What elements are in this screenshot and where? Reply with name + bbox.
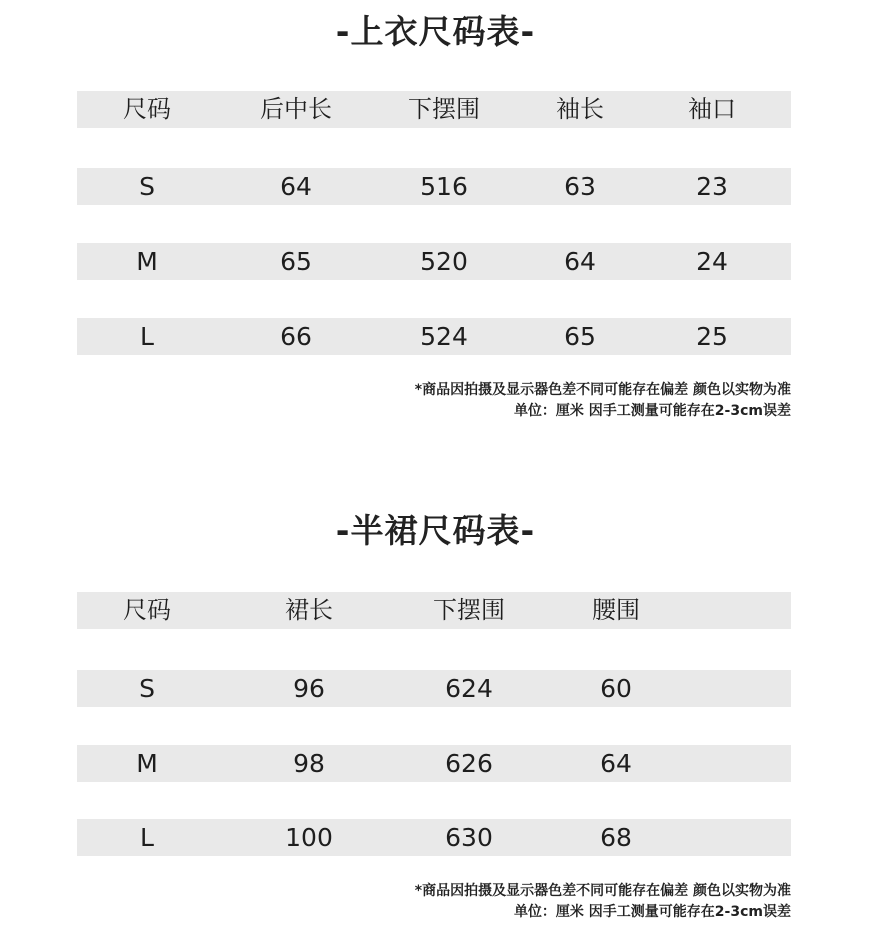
table-row (77, 670, 791, 707)
table-cell: 23 (696, 172, 728, 201)
table-cell: S (139, 674, 155, 703)
table-row (77, 168, 791, 205)
table-cell: 25 (696, 322, 728, 351)
top-table-title: -上衣尺码表- (335, 12, 536, 51)
table-cell: 626 (445, 749, 493, 778)
table-cell: M (136, 247, 158, 276)
table-cell: 66 (280, 322, 312, 351)
header-cell-hem: 下摆围 (433, 596, 505, 624)
table-cell: 24 (696, 247, 728, 276)
table-row (77, 745, 791, 782)
table-cell: 65 (280, 247, 312, 276)
table-cell: M (136, 749, 158, 778)
table-cell: 64 (564, 247, 596, 276)
table-row (77, 819, 791, 856)
table-cell: S (139, 172, 155, 201)
header-cell-size: 尺码 (123, 95, 171, 123)
header-cell-skirt-length: 裙长 (285, 596, 333, 624)
table-cell: 630 (445, 823, 493, 852)
table-cell: 68 (600, 823, 632, 852)
skirt-table-header-row (77, 592, 791, 629)
table-row (77, 243, 791, 280)
table-cell: 624 (445, 674, 493, 703)
header-cell-waist: 腰围 (592, 596, 640, 624)
skirt-table-note (415, 881, 791, 923)
note-line-color: *商品因拍摄及显示器色差不同可能存在偏差 颜色以实物为准 (414, 382, 791, 398)
note-line-color: *商品因拍摄及显示器色差不同可能存在偏差 颜色以实物为准 (414, 883, 791, 899)
table-cell: 64 (280, 172, 312, 201)
header-cell-cuff: 袖口 (688, 95, 736, 123)
table-cell: 96 (293, 674, 325, 703)
table-cell: L (140, 823, 154, 852)
note-line-unit: 单位：厘米 因手工测量可能存在2-3cm误差 (513, 403, 791, 419)
header-cell-hem: 下摆围 (408, 95, 480, 123)
table-cell: 64 (600, 749, 632, 778)
table-cell: 100 (285, 823, 333, 852)
table-cell: 63 (564, 172, 596, 201)
table-cell: 98 (293, 749, 325, 778)
note-line-unit: 单位：厘米 因手工测量可能存在2-3cm误差 (513, 904, 791, 920)
table-row (77, 318, 791, 355)
header-cell-size: 尺码 (123, 596, 171, 624)
top-table-note (415, 380, 791, 422)
skirt-table-title: -半裙尺码表- (335, 511, 536, 550)
table-cell: L (140, 322, 154, 351)
header-cell-back-length: 后中长 (260, 95, 332, 123)
table-cell: 520 (420, 247, 468, 276)
table-cell: 516 (420, 172, 468, 201)
table-cell: 65 (564, 322, 596, 351)
top-table-header-row (77, 91, 791, 128)
table-cell: 524 (420, 322, 468, 351)
header-cell-sleeve-length: 袖长 (556, 95, 604, 123)
table-cell: 60 (600, 674, 632, 703)
